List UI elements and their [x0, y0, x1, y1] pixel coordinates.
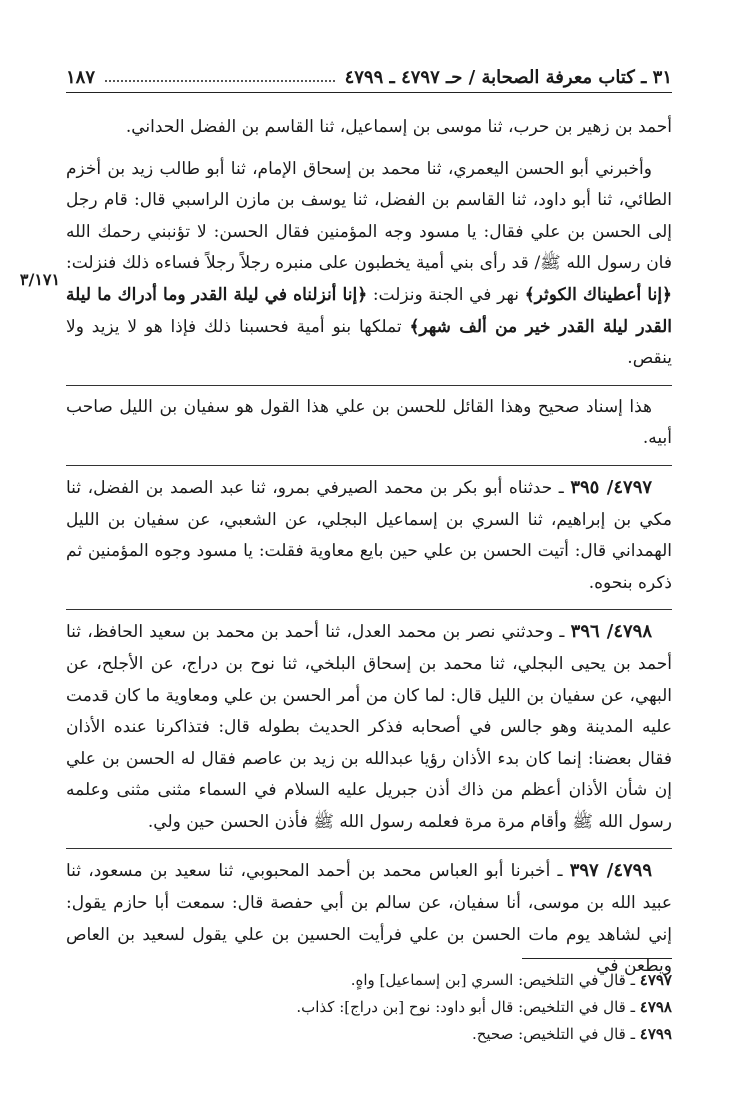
header-title: ٣١ ـ كتاب معرفة الصحابة / حـ ٤٧٩٧ ـ ٤٧٩٩: [344, 67, 672, 88]
footnote: [66, 967, 672, 994]
footnotes: [66, 950, 672, 1048]
footnote: [66, 1021, 672, 1048]
hadith-text: ـ وحدثني نصر بن محمد العدل، ثنا أحمد بن محمد بن سعيد الحافظ، ثنا أحمد بن يحيى البجلي، ثنا محمد بن إسحاق البلخي، ثنا نوح بن دراج، عن الأجلح، عن البهي، عن سفيان بن الليل قال: لما كان من أمر الحسن بن علي ومعاوية ما كان قدمت عليه المدينة وهو جالس في أصحابه فذكر الحديث بطوله قال: فتذاكرنا عنده الأذان فقال بعضنا: إنما كان بدء الأذان رؤيا عبدالله بن زيد بن عاصم فقال له الحسن بن علي إن شأن الأذان أعظم من ذاك أذن جبريل عليه السلام في السماء مثنى مثنى وعلمه رسول الله ﷺ وأقام مرة مرة فعلمه رسول الله ﷺ فأذن الحسن حين ولي.: [66, 622, 672, 832]
margin-reference: ٣/١٧١: [19, 270, 61, 289]
section-divider: [66, 385, 672, 386]
footnote-number: ٤٧٩٨: [639, 998, 672, 1016]
paragraph-grading: هذا إسناد صحيح وهذا القائل للحسن بن علي هذا القول هو سفيان بن الليل صاحب أبيه.: [66, 396, 672, 449]
narration-middle: نهر في الجنة ونزلت:: [372, 284, 520, 305]
hadith-4797: [66, 472, 672, 599]
footnote-number: ٤٧٩٧: [639, 971, 672, 989]
section-divider: [66, 848, 672, 849]
paragraph-narration: [66, 154, 672, 375]
footnote-text: ـ قال في التلخيص: صحيح.: [471, 1025, 635, 1043]
header-leader-dots: [105, 80, 335, 82]
main-text: [66, 112, 672, 993]
footnote-text: ـ قال في التلخيص: السري [بن إسماعيل] واهٍ.: [350, 971, 635, 989]
hadith-number: ٤٧٩٨/ ٣٩٦: [570, 621, 653, 643]
paragraph-chain-end: أحمد بن زهير بن حرب، ثنا موسى بن إسماعيل، ثنا القاسم بن الفضل الحداني.: [125, 117, 672, 137]
footnote-text: ـ قال في التلخيص: قال أبو داود: نوح [بن دراج]: كذاب.: [296, 998, 635, 1016]
quran-quote-qadr: ﴿إنا أنزلناه في ليلة القدر وما أدراك ما ليلة القدر ليلة القدر خير من ألف شهر﴾: [66, 284, 673, 337]
hadith-number: ٤٧٩٩/ ٣٩٧: [569, 860, 653, 882]
footnote: [66, 994, 672, 1021]
section-divider: [66, 609, 672, 610]
hadith-number: ٤٧٩٧/ ٣٩٥: [570, 476, 653, 498]
footnote-rule: [522, 958, 672, 959]
hadith-4798: [66, 616, 672, 838]
narration-end: تملكها بنو أمية فحسبنا ذلك فإذا هو لا يزيد ولا ينقص.: [66, 316, 672, 369]
page-number: ١٨٧: [66, 67, 96, 88]
hadith-text: ـ أخبرنا أبو العباس محمد بن أحمد المحبوبي، ثنا سعيد بن مسعود، ثنا عبيد الله بن موسى، أنا سفيان، عن سالم بن أبي حفصة قال: سمعت أبا حازم يقول: إني لشاهد يوم مات الحسن بن علي فرأيت الحسين بن علي يقول لسعيد بن العاص ويطعن في: [66, 861, 672, 977]
section-divider: [66, 465, 672, 466]
page: [19, 0, 673, 1113]
hadith-text: ـ حدثناه أبو بكر بن محمد الصيرفي بمرو، ثنا عبد الصمد بن الفضل، ثنا مكي بن إبراهيم، ثنا السري بن إسماعيل البجلي، عن الشعبي، عن سفيان بن الليل الهمداني قال: أتيت الحسن بن علي حين بايع معاوية فقلت: يا مسود وجوه المؤمنين ثم ذكره بنحوه.: [66, 477, 672, 593]
narration-text: وأخبرني أبو الحسن اليعمري، ثنا محمد بن إسحاق الإمام، ثنا أبو طالب زيد بن أخزم الطائي، ثنا أبو داود، ثنا القاسم بن الفضل، ثنا يوسف بن مازن الراسبي قال: قام رجل إلى الحسن بن علي فقال: يا مسود وجه المؤمنين فقال الحسن: لا تؤنبني رحمك الله فان رسول الله ﷺ/ قد رأى بني أمية يخطبون على منبره رجلاً رجلاً فساءه ذلك فنزلت:: [66, 158, 672, 274]
running-header: [66, 58, 672, 93]
footnote-number: ٤٧٩٩: [639, 1025, 672, 1043]
quran-quote-kawthar: ﴿إنا أعطيناك الكوثر﴾: [524, 284, 673, 305]
